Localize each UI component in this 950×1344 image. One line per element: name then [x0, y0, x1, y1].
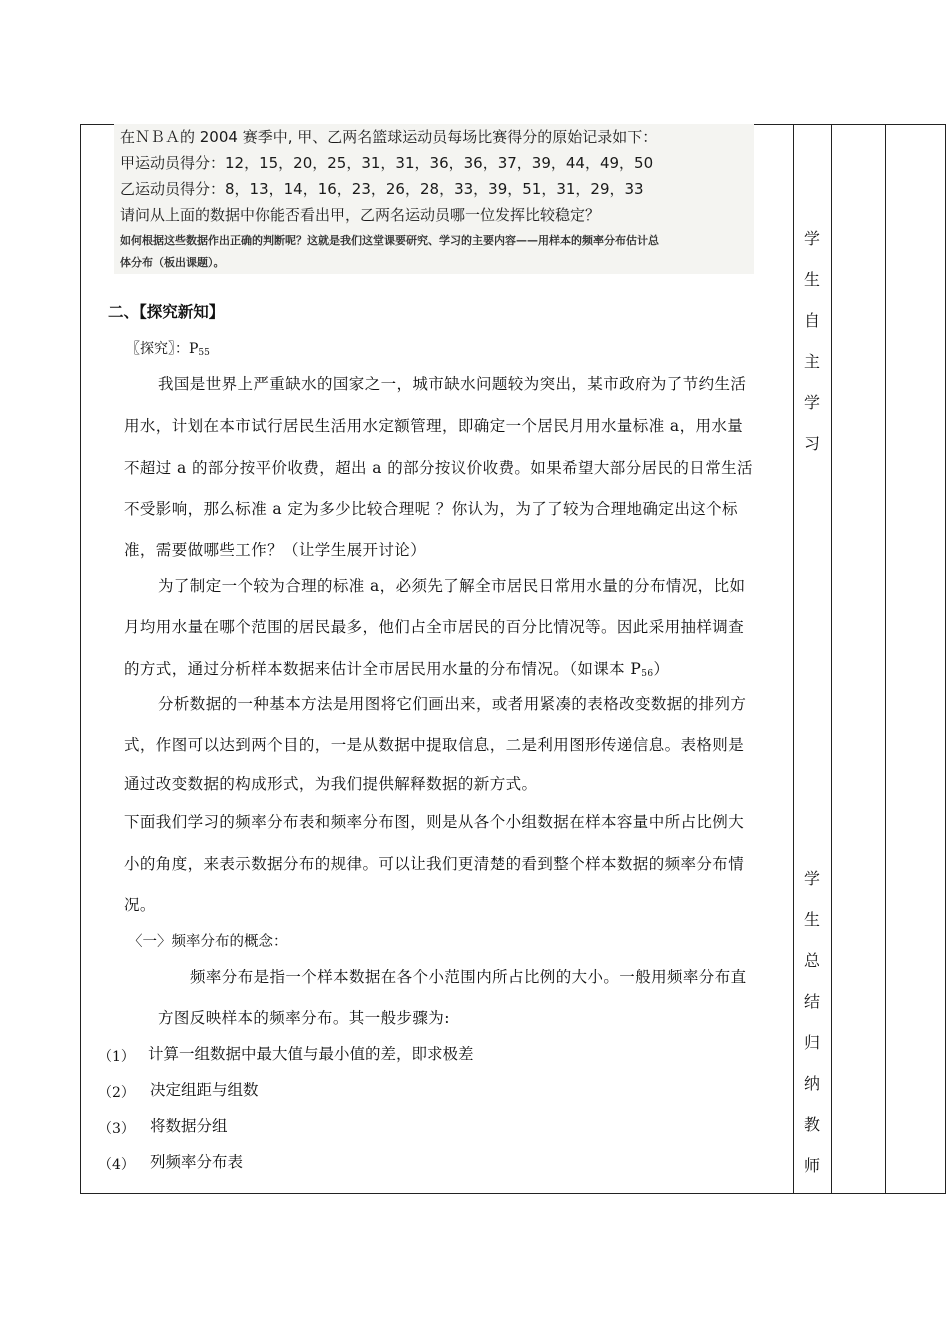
paragraph-line: 准，需要做哪些工作？（让学生展开讨论） [124, 541, 427, 559]
step-number: （2） [98, 1085, 135, 1101]
concept-line: 频率分布是指一个样本数据在各个小范围内所占比例的大小。一般用频率分布直 [190, 968, 747, 986]
clipping-line: 如何根据这些数据作出正确的判断呢？这就是我们这堂课要研究、学习的主要内容——用样本的频率分布估计总 [120, 234, 659, 247]
clipping-line: 乙运动员得分：8，13，14，16，23，26，28，33，39，51，31，29，33 [120, 180, 644, 198]
paragraph-line: 的方式，通过分析样本数据来估计全市居民用水量的分布情况。（如课本 $P_{56}$） [124, 660, 670, 679]
paragraph-line: 式，作图可以达到两个目的，一是从数据中提取信息，二是利用图形传递信息。表格则是 [124, 736, 745, 754]
paragraph-line: 不超过 a 的部分按平价收费，超出 a 的部分按议价收费。如果希望大部分居民的日常生活 [124, 459, 753, 477]
step-number: （3） [98, 1121, 135, 1137]
explore-label: 〖探究〗：$P_{55}$ [126, 341, 210, 358]
step-text: 列频率分布表 [150, 1153, 244, 1171]
concept-line: 方图反映样本的频率分布。其一般步骤为: [158, 1009, 450, 1027]
step-text: 计算一组数据中最大值与最小值的差，即求极差 [148, 1045, 474, 1063]
nba-scores-clipping [114, 124, 754, 274]
paragraph-line: 月均用水量在哪个范围的居民最多，他们占全市居民的百分比情况等。因此采用抽样调查 [124, 618, 745, 636]
side-label-self-study: 学 生 自 主 学 习 [803, 229, 820, 453]
clipping-line: 体分布（板出课题）。 [120, 256, 225, 269]
paragraph-line: 分析数据的一种基本方法是用图将它们画出来，或者用紧凑的表格改变数据的排列方 [158, 695, 747, 713]
clipping-line: 在ＮＢＡ的 2004 赛季中, 甲、乙两名篮球运动员每场比赛得分的原始记录如下： [120, 128, 658, 146]
paragraph-line: 不受影响，那么标准 a 定为多少比较合理呢 ？你认为，为了了较为合理地确定出这个标 [124, 500, 738, 518]
paragraph-line: 下面我们学习的频率分布表和频率分布图，则是从各个小组数据在样本容量中所占比例大 [124, 813, 745, 831]
section-heading: 二、【探究新知】 [108, 303, 225, 321]
concept-heading: 〈一〉频率分布的概念： [128, 934, 288, 950]
step-number: （1） [98, 1049, 135, 1065]
paragraph-line: 我国是世界上严重缺水的国家之一，城市缺水问题较为突出，某市政府为了节约生活 [158, 375, 747, 393]
step-text: 决定组距与组数 [150, 1081, 259, 1099]
side-label-summary: 学 生 总 结 归 纳 教 师 [803, 869, 820, 1175]
clipping-line: 甲运动员得分：12，15，20，25，31，31，36，36，37，39，44，49，50 [120, 154, 654, 172]
step-text: 将数据分组 [150, 1117, 228, 1135]
paragraph-line: 况。 [124, 896, 156, 914]
step-number: （4） [98, 1157, 135, 1173]
paragraph-line: 为了制定一个较为合理的标准 a，必须先了解全市居民日常用水量的分布情况，比如 [158, 577, 746, 595]
paragraph-line: 用水，计划在本市试行居民生活用水定额管理，即确定一个居民月用水量标准 a，用水量 [124, 417, 744, 435]
column-divider [831, 125, 832, 1193]
paragraph-line: 通过改变数据的构成形式，为我们提供解释数据的新方式。 [124, 775, 538, 793]
paragraph-line: 小的角度，来表示数据分布的规律。可以让我们更清楚的看到整个样本数据的频率分布情 [124, 855, 745, 873]
clipping-line: 请问从上面的数据中你能否看出甲，乙两名运动员哪一位发挥比较稳定？ [120, 206, 601, 224]
column-divider [885, 125, 886, 1193]
